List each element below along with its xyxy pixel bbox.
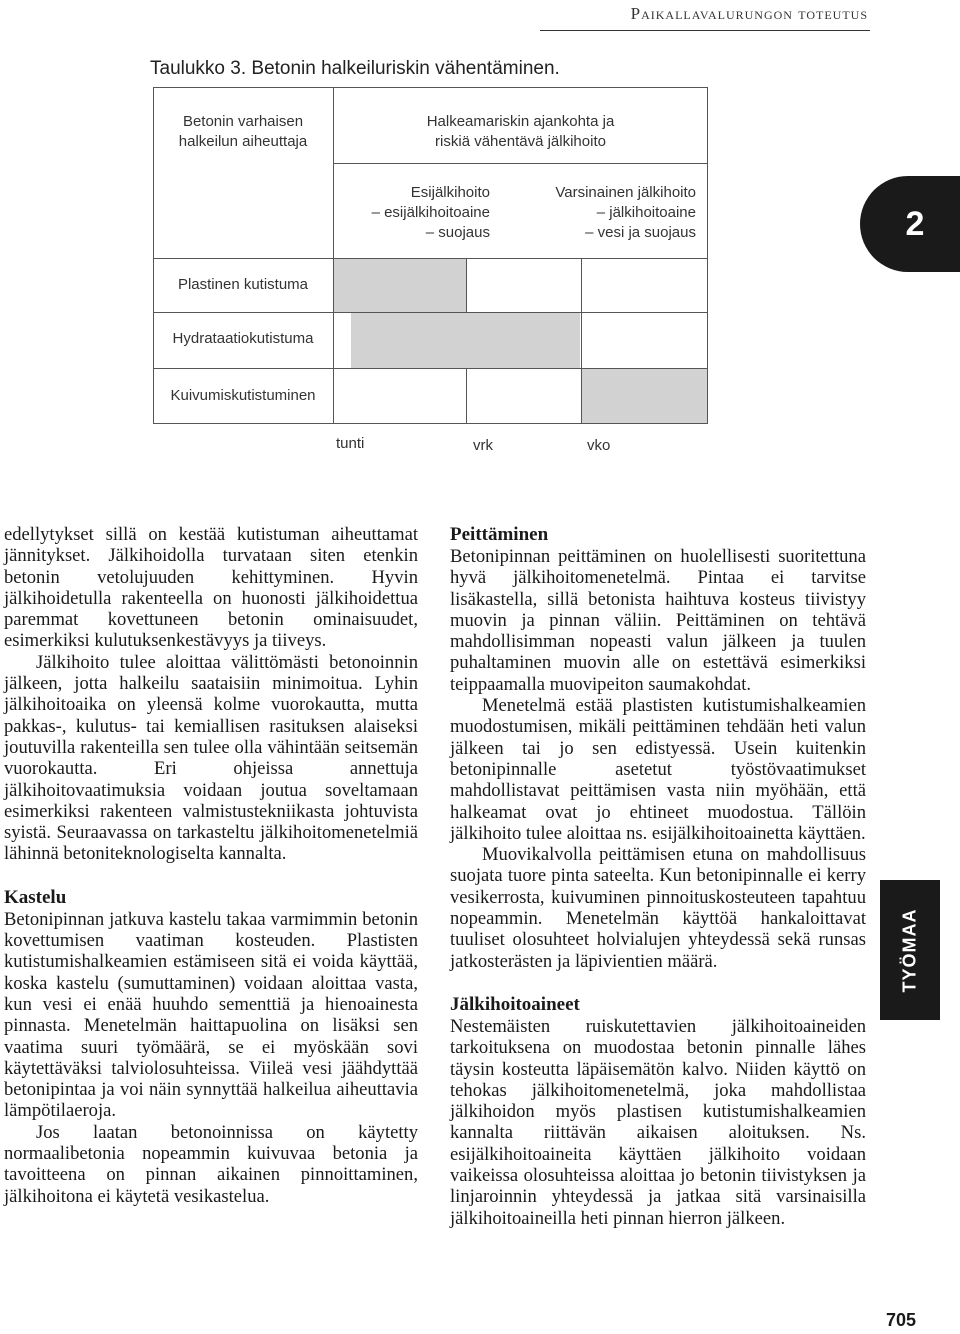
time-label-vko: vko	[587, 437, 611, 454]
head-right	[333, 112, 708, 152]
sub-right	[530, 183, 696, 243]
row-label-drying: Kuivumiskutistuminen	[170, 387, 316, 404]
running-header: Paikallavalurungon toteutus	[630, 4, 868, 23]
section-tab	[880, 880, 940, 1020]
head-left-line: halkeilun aiheuttaja	[178, 133, 308, 150]
chapter-tab: 2	[860, 176, 960, 272]
sub-left	[340, 183, 490, 243]
paragraph: Betonipinnan peittäminen on huolellisesti suoritettuna hyvä jälkihoitomenetelmä. Pintaa ei tarvitse lisäkastella, sillä betonista haihtuva kosteus tiivistyy muovin ja pinnan väliin. Peittäminen on tehtävä mahdollisimman nopeasti valun jälkeen ja tuulen puhaltaminen muovin alle on estettävä esimerkiksi teippaamalla muovipeiton saumakohdat.	[450, 546, 866, 695]
sub-left-line: – suojaus	[425, 224, 490, 241]
hydration-shrinkage-bar	[351, 313, 580, 368]
section-tab-label: TYÖMAA	[899, 908, 920, 992]
right-column	[450, 524, 866, 1229]
section-heading: Kastelu	[4, 886, 67, 908]
head-left	[153, 112, 333, 152]
time-label-tunti: tunti	[336, 435, 365, 452]
page-number: 705	[886, 1310, 917, 1330]
paragraph: Muovikalvolla peittämisen etuna on mahdollisuus suojata tuore pinta sateelta. Kun betonipinnalle ei kerry vesikerrosta, kuivuminen pinnoituskosteuteen tapahtuu nopeammin. Menetelmän käyttöä hankaloittavat tuuliset olosuhteet holvialujen yhteydessä sekä runsas jatkosterästen ja läpivientien määrä.	[450, 844, 866, 972]
header-rule	[540, 30, 870, 31]
paragraph: Menetelmä estää plastisten kutistumishalkeamien muodostumisen, mikäli peittäminen tehdään heti valun jälkeen tai jo sen edistyessä. Usein kuitenkin betonipinnalle asetetut työstövaatimukset mahdollistavat peittämisen vasta niin myöhään, että halkeamat ovat jo ehtineet muodostua. Tällöin jälkihoito tulee aloittaa ns. esijälkihoitoainetta käyttäen.	[450, 695, 866, 844]
sub-right-line: – vesi ja suojaus	[585, 224, 696, 241]
head-right-line: riskiä vähentävä jälkihoito	[435, 133, 606, 150]
plastic-shrinkage-bar	[334, 259, 466, 312]
time-label-vrk: vrk	[473, 437, 493, 454]
head-right-line: Halkeamariskin ajankohta ja	[426, 113, 615, 130]
head-left-line: Betonin varhaisen	[182, 113, 304, 130]
sub-left-line: Esijälkihoito	[410, 184, 490, 201]
table-divider	[333, 163, 708, 164]
section-heading: Peittäminen	[450, 524, 549, 545]
paragraph: edellytykset sillä on kestää kutistuman aiheuttamat jännitykset. Jälkihoidolla turvataan siten etenkin betonin vetolujuuden kehittyminen. Hyvin jälkihoidetulla rakenteella on huonosti jälkihoidettua paremmat kovettuneen betonin ominaisuudet, esimerkiksi kulutuksenkestävyys ja tiiveys.	[4, 524, 418, 652]
sub-left-line: – esijälkihoitoaine	[371, 204, 490, 221]
paragraph: Nestemäisten ruiskutettavien jälkihoitoaineiden tarkoituksena on muodostaa betonin pinnalle lähes täysin kosteutta läpäisemätön kalvo. Niiden käyttö on tehokas jälkihoitomenetelmä, joka mahdollistaa jälkihoidon myös plastisen kutistumishalkeamien kannalta riittävän aikaisen aloituksen. Ns. esijälkihoitoaineita käyttäen jälkihoito voidaan vaikeissa olosuhteissa aloittaa jo betonin tiivistyksen ja linjaroinnin yhteydessä ja jatkaa sitä varsinaisilla jälkihoitoaineilla heti pinnan hierron jälkeen.	[450, 1015, 866, 1229]
drying-shrinkage-bar	[582, 369, 707, 423]
sub-right-line: Varsinainen jälkihoito	[555, 184, 696, 201]
section-heading: Jälkihoitoaineet	[450, 993, 580, 1015]
row-label-hydration: Hydrataatiokutistuma	[172, 330, 314, 347]
paragraph: Jos laatan betonoinnissa on käytetty normaalibetonia nopeammin kuivuvaa betonia ja tavoitteena on pinnan aikainen pinnoittaminen, jälkihoitona ei käytetä vesikastelua.	[4, 1121, 418, 1207]
paragraph: Betonipinnan jatkuva kastelu takaa varmimmin betonin kovettumisen vaatiman kosteuden. Plastisten kutistumishalkeamien estämiseen sitä ei voida käyttää, koska kastelu (sumuttaminen) voidaan aloittaa vasta, kun vesi ei enää huuhdo sementtiä ja hienoainesta pinnasta. Menetelmän haittapuolina on lisäksi sen vaatima suuri työmäärä, se ei myöskään sovi käytettäväksi talviolosuhteissa. Viileä vesi jäähdyttää betonipintaa ja voi näin synnyttää halkeilua aiheuttavia lämpötilaeroja.	[4, 908, 418, 1122]
row-label-plastic: Plastinen kutistuma	[177, 276, 309, 293]
paragraph: Jälkihoito tulee aloittaa välittömästi betonoinnin jälkeen, jotta halkeilu saataisiin minimoitua. Lyhin jälkihoitoaika on yleensä kolme vuorokautta, mutta pakkas-, kulutus- tai kemiallisen rasituksen alaiseksi joutuvilla rakenteilla sen tulee olla vähintään seitsemän vuorokautta. Eri ohjeissa annettuja jälkihoitovaatimuksia voidaan joutua soveltamaan esimerkiksi rakenteen valmistustekniikasta johtuvista syistä. Seuraavassa on tarkasteltu jälkihoitomenetelmiä lähinnä betoniteknologiselta kannalta.	[4, 651, 418, 865]
table-caption: Taulukko 3. Betonin halkeiluriskin vähentäminen.	[150, 58, 560, 79]
sub-right-line: – jälkihoitoaine	[596, 204, 696, 221]
left-column	[4, 524, 418, 1207]
